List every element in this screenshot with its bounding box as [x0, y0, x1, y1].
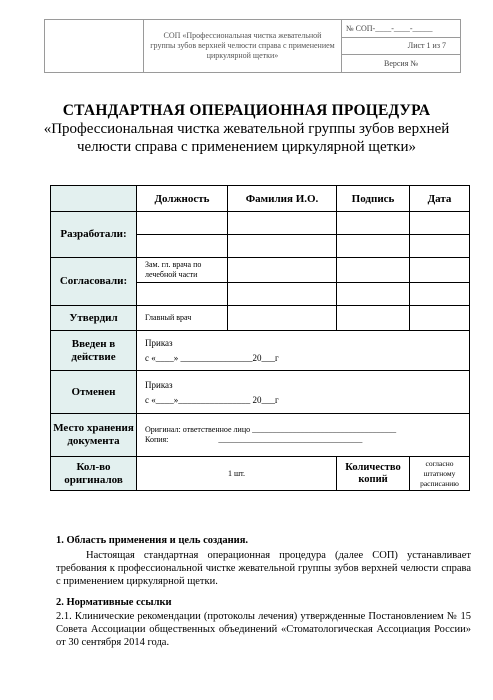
cancelled-order-date: с «____»________________ 20___г — [145, 394, 279, 405]
cell — [137, 283, 228, 306]
row-label-original-count: Кол-во оригиналов — [51, 457, 137, 491]
cell — [228, 212, 337, 235]
cell — [228, 258, 337, 283]
approved-position: Главный врач — [137, 306, 228, 331]
logo-placeholder — [45, 20, 144, 73]
enacted-order-label: Приказ — [145, 338, 173, 348]
header-corner-cell — [51, 186, 137, 212]
row-label-enacted: Введен в действие — [51, 331, 137, 371]
document-header — [44, 19, 461, 73]
col-header-name: Фамилия И.О. — [228, 186, 337, 212]
col-header-position: Должность — [137, 186, 228, 212]
approval-table — [50, 185, 470, 491]
agreed-position: Зам. гл. врача по лечебной части — [137, 258, 228, 283]
header-version: Версия № — [342, 55, 461, 73]
enacted-order-date: с «____» ________________20___г — [145, 353, 279, 363]
col-header-signature: Подпись — [337, 186, 410, 212]
cell — [228, 283, 337, 306]
section-2-heading: 2. Нормативные ссылки — [56, 597, 172, 608]
cell — [410, 283, 470, 306]
cell — [410, 258, 470, 283]
cancelled-order — [137, 371, 470, 414]
section-1-text: Настоящая стандартная операционная процедура (далее СОП) устанавливает требования к профессиональной чистке жевательной группы зубов верхней челюсти справа с применением циркулярной щетки. — [56, 550, 471, 587]
cancelled-order-label: Приказ — [145, 379, 173, 390]
cell — [137, 235, 228, 258]
row-label-agreed: Согласовали: — [51, 258, 137, 306]
enacted-order — [137, 331, 470, 371]
cell — [337, 283, 410, 306]
header-sop-number: № СОП-____-____-_____ — [342, 20, 461, 38]
row-label-cancelled: Отменен — [51, 371, 137, 414]
copies-label: Количество копий — [337, 457, 410, 491]
section-1-heading: 1. Область применения и цель создания. — [56, 535, 249, 546]
cell — [337, 306, 410, 331]
copies-value: согласно штатному расписанию — [410, 457, 470, 491]
storage-copy: Копия: ____________________________________ — [145, 435, 363, 444]
document-subtitle: «Профессиональная чистка жевательной группы зубов верхней челюсти справа с применением циркулярной щетки» — [43, 121, 450, 155]
row-label-approved: Утвердил — [51, 306, 137, 331]
row-label-developed: Разработали: — [51, 212, 137, 258]
row-label-storage: Место хранения документа — [51, 414, 137, 457]
cell — [137, 212, 228, 235]
cell — [228, 306, 337, 331]
document-title: СТАНДАРТНАЯ ОПЕРАЦИОННАЯ ПРОЦЕДУРА — [62, 102, 431, 119]
header-sheet: Лист 1 из 7 — [342, 37, 461, 55]
cell — [337, 258, 410, 283]
header-sop-title: СОП «Профессиональная чистка жевательной группы зубов верхней челюсти справа с применением циркулярной щетки» — [144, 20, 342, 73]
original-count-value: 1 шт. — [137, 457, 337, 491]
section-2-text: 2.1. Клинические рекомендации (протоколы лечения) утвержденные Постановлением № 15 Совета Ассоциации общественных объединений «Стоматологическая Ассоциация России» от 30 сентября 2014 года. — [56, 611, 471, 648]
cell — [228, 235, 337, 258]
cell — [410, 212, 470, 235]
storage-info — [137, 414, 470, 457]
cell — [337, 235, 410, 258]
cell — [337, 212, 410, 235]
cell — [410, 306, 470, 331]
col-header-date: Дата — [410, 186, 470, 212]
storage-original: Оригинал: ответственное лицо ____________________________________ — [145, 425, 397, 434]
cell — [410, 235, 470, 258]
